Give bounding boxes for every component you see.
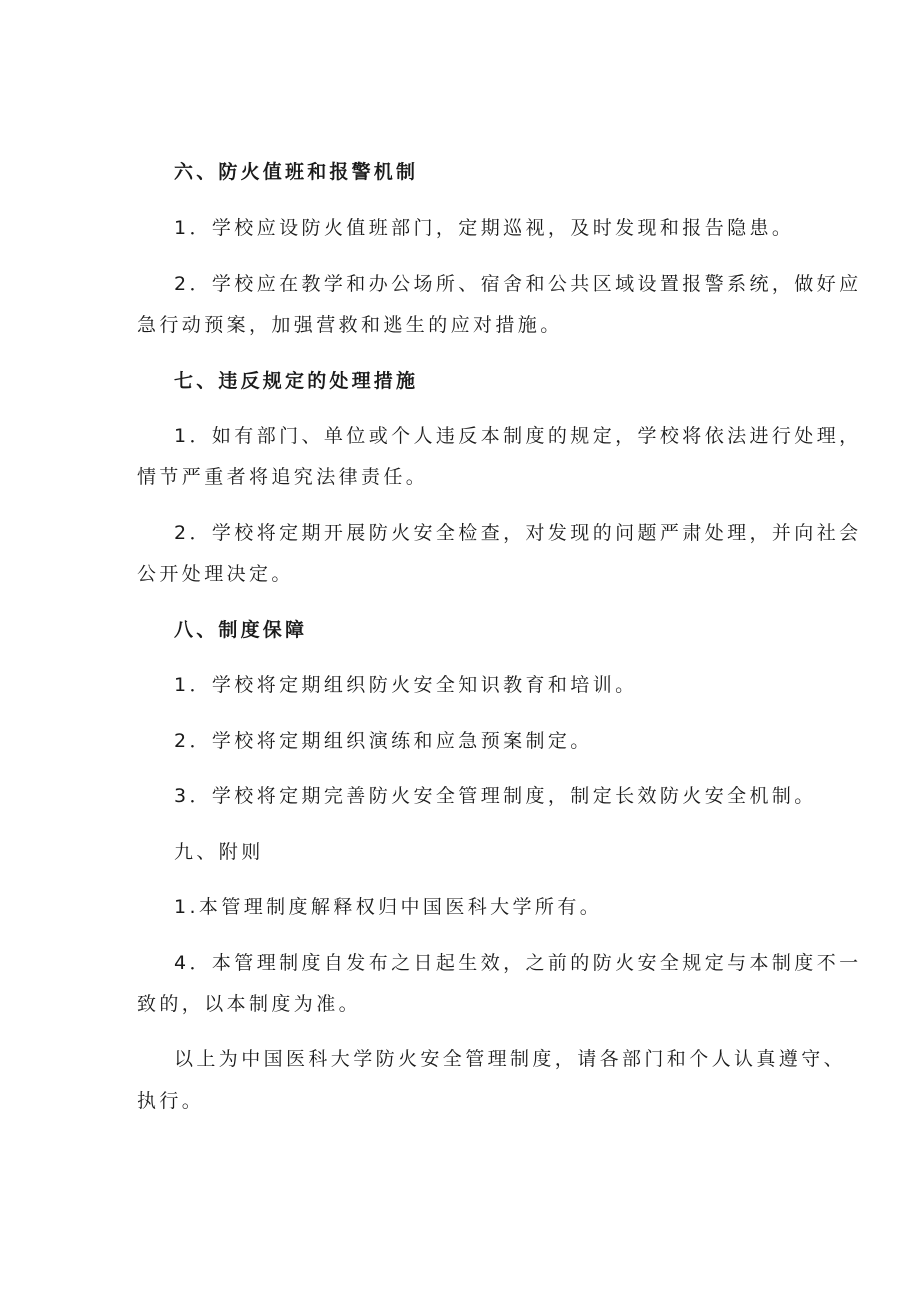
section-heading-duty-and-alarm: 六、防火值班和报警机制	[174, 161, 419, 183]
clause-7-1-line-2: 情节严重者将追究法律责任。	[137, 466, 429, 488]
section-heading-system-guarantee: 八、制度保障	[174, 619, 308, 641]
clause-9-4-line-1: 4．本管理制度自发布之日起生效，之前的防火安全规定与本制度不一	[174, 952, 862, 974]
section-heading-violation-handling: 七、违反规定的处理措施	[174, 370, 419, 392]
clause-7-1-line-1: 1．如有部门、单位或个人违反本制度的规定，学校将依法进行处理，	[174, 425, 862, 447]
clause-7-2-line-2: 公开处理决定。	[137, 563, 294, 585]
section-heading-supplementary: 九、附则	[174, 841, 264, 863]
clause-9-1: 1.本管理制度解释权归中国医科大学所有。	[174, 896, 603, 918]
closing-statement-line-1: 以上为中国医科大学防火安全管理制度，请各部门和个人认真遵守、	[174, 1048, 847, 1070]
clause-8-3: 3．学校将定期完善防火安全管理制度，制定长效防火安全机制。	[174, 785, 817, 807]
clause-6-1: 1．学校应设防火值班部门，定期巡视，及时发现和报告隐患。	[174, 217, 795, 239]
closing-statement-line-2: 执行。	[137, 1090, 205, 1112]
clause-9-4-line-2: 致的，以本制度为准。	[137, 993, 362, 1015]
clause-8-1: 1．学校将定期组织防火安全知识教育和培训。	[174, 674, 638, 696]
clause-8-2: 2．学校将定期组织演练和应急预案制定。	[174, 730, 593, 752]
clause-7-2-line-1: 2．学校将定期开展防火安全检查，对发现的问题严肃处理，并向社会	[174, 522, 862, 544]
clause-6-2-line-2: 急行动预案，加强营救和逃生的应对措施。	[137, 314, 563, 336]
clause-6-2-line-1: 2．学校应在教学和办公场所、宿舍和公共区域设置报警系统，做好应	[174, 273, 862, 295]
